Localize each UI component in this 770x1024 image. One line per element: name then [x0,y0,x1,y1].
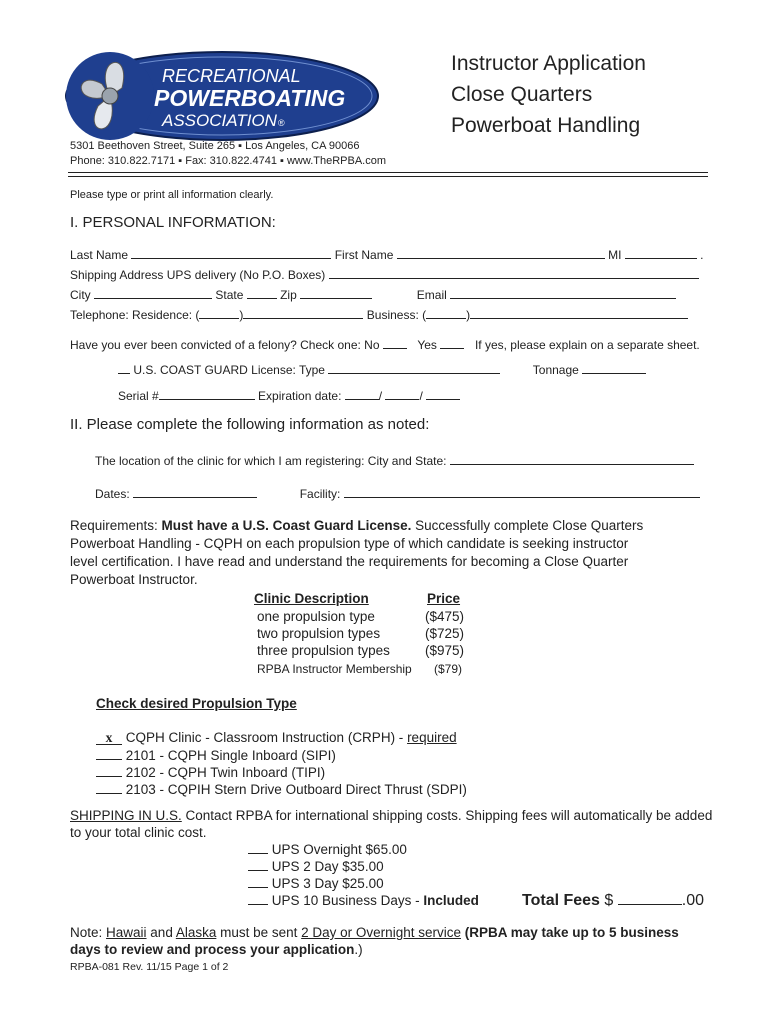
facility-field[interactable] [344,486,700,498]
required-text: required [407,730,457,745]
ups-3day-label: UPS 3 Day $25.00 [271,876,384,891]
price-header: Price [427,591,461,606]
felony-row [70,337,700,352]
ups-10day-check[interactable] [248,893,268,905]
exp-year-field[interactable] [426,388,460,400]
title-line1: Instructor Application [451,52,646,75]
address-line1: 5301 Beethoven Street, Suite 265 ▪ Los Angeles, CA 90066 [70,140,360,152]
divider-top [68,172,708,173]
requirements-prefix: Requirements: [70,518,162,533]
propulsion-item4 [96,782,467,797]
clinic-row-desc: two propulsion types [257,626,381,641]
first-name-label: First Name [334,248,394,262]
ups-overnight-check[interactable] [248,842,268,854]
exp-day-field[interactable] [385,388,419,400]
footer: RPBA-081 Rev. 11/15 Page 1 of 2 [70,961,229,973]
zip-label: Zip [280,288,297,302]
total-fees-label: Total Fees [522,892,600,909]
note-prefix: Note: [70,925,107,940]
dates-label: Dates: [95,487,130,501]
location-label: The location of the clinic for which I am registering: City and State: [95,454,447,468]
last-name-label: Last Name [70,248,129,262]
ups-2day-check[interactable] [248,859,268,871]
expiration-label: Expiration date: [258,389,342,403]
logo-registered: ® [278,118,285,128]
tipi-check[interactable] [96,765,122,777]
serial-row [118,388,460,403]
city-label: City [70,288,91,302]
propulsion-item4-label: 2103 - CQPIH Stern Drive Outboard Direct Thrust (SDPI) [125,782,467,797]
note-end: .) [354,942,363,957]
form-title [451,48,646,141]
requirements-bold: Must have a U.S. Coast Guard License. [161,518,412,533]
email-label: Email [416,288,447,302]
included-text: Included [423,893,479,908]
clinic-row-price: ($725) [425,626,465,641]
state-field[interactable] [247,287,277,299]
note-bold2: days to review and process your application [70,942,355,957]
propeller-icon [66,52,154,140]
slash: / [419,389,423,403]
ups-10day-label: UPS 10 Business Days - [271,893,424,908]
tonnage-label: Tonnage [532,363,579,377]
shipping-text [70,807,712,841]
state-label: State [215,288,244,302]
note-bold1: (RPBA may take up to 5 business [460,925,679,940]
business-label: Business: ( [366,308,427,322]
location-row [95,453,694,468]
note [70,924,679,958]
shipping-text2: to your total clinic cost. [70,825,207,840]
note-alaska: Alaska [175,925,217,940]
zip-field[interactable] [300,287,372,299]
ups-3day-row [248,876,384,891]
coast-guard-label: U.S. COAST GUARD License: Type [133,363,325,377]
exp-month-field[interactable] [345,388,379,400]
clinic-row-desc: three propulsion types [257,643,390,658]
total-currency: $ [604,892,614,909]
business-area-field[interactable] [426,307,466,319]
requirements-line4: Powerboat Instructor. [70,572,198,587]
ups-2day-row [248,859,384,874]
residence-area-field[interactable] [199,307,239,319]
name-row [70,247,703,262]
coast-guard-check[interactable] [118,362,130,374]
clinic-row-price: ($475) [425,609,465,624]
total-fees-field[interactable] [618,891,682,905]
shipping-address-field[interactable] [329,267,699,279]
note-service: 2 Day or Overnight service [301,925,461,940]
business-phone-field[interactable] [470,307,688,319]
requirements-line2: Powerboat Handling - CQPH on each propulsion type of which candidate is seeking instructor [70,536,629,551]
felony-yes-label: Yes [417,338,437,352]
serial-field[interactable] [159,388,255,400]
coast-guard-row [118,362,646,377]
section2-heading: II. Please complete the following information as noted: [70,416,430,433]
dates-row [95,486,700,501]
location-field[interactable] [450,453,694,465]
sdpi-check[interactable] [96,782,122,794]
title-line3: Powerboat Handling [451,114,641,137]
clinic-row-price: ($975) [425,643,465,658]
rpba-logo [62,48,380,144]
sipi-check[interactable] [96,748,122,760]
crph-check[interactable] [96,732,122,745]
requirements-line3: level certification. I have read and understand the requirements for becoming a Close Quarter [70,554,629,569]
note-mid: must be sent [216,925,302,940]
felony-question: Have you ever been convicted of a felony? Check one: No [70,338,380,352]
slash: / [378,389,383,403]
mi-field[interactable] [625,247,697,259]
ups-overnight-row [248,842,407,857]
shipping-text1: Contact RPBA for international shipping costs. Shipping fees will automatically be added [181,808,713,823]
total-cents: .00 [681,892,705,909]
ups-10day-row [248,893,479,908]
logo-line1: RECREATIONAL [162,66,301,86]
instruction-text: Please type or print all information clearly. [70,189,274,201]
clinic-description-header: Clinic Description [254,591,369,606]
telephone-row [70,307,688,322]
requirements [70,517,643,589]
note-hawaii: Hawaii [106,925,147,940]
city-row [70,287,676,302]
clinic-row-desc: RPBA Instructor Membership [257,662,412,676]
telephone-residence-label: Telephone: Residence: ( [70,308,200,322]
ups-overnight-label: UPS Overnight $65.00 [271,842,407,857]
note-and: and [146,925,176,940]
dates-field[interactable] [133,486,257,498]
felony-no-field[interactable] [383,337,407,349]
felony-note: If yes, please explain on a separate sheet. [474,338,700,352]
license-type-field[interactable] [328,362,500,374]
clinic-row-desc: one propulsion type [257,609,375,624]
total-fees-row [522,891,704,910]
logo-line3: ASSOCIATION [162,111,277,130]
serial-label: Serial # [118,389,159,403]
city-field[interactable] [94,287,212,299]
mi-label: MI [608,248,622,262]
facility-label: Facility: [299,487,341,501]
address-line2: Phone: 310.822.7171 ▪ Fax: 310.822.4741 ▪ www.TheRPBA.com [70,155,386,167]
clinic-row-price: ($79) [434,662,463,676]
propulsion-heading: Check desired Propulsion Type [96,696,297,711]
logo-line2: POWERBOATING [154,85,346,111]
propulsion-item3-label: 2102 - CQPH Twin Inboard (TIPI) [125,765,326,780]
check-mark: x [105,730,113,745]
propulsion-item2-label: 2101 - CQPH Single Inboard (SIPI) [125,748,336,763]
close-paren: ) [466,308,471,322]
propulsion-item2 [96,748,336,763]
ups-3day-check[interactable] [248,876,268,888]
shipping-label: SHIPPING IN U.S. [70,808,182,823]
residence-phone-field[interactable] [243,307,363,319]
email-field[interactable] [450,287,676,299]
shipping-address-row [70,267,699,282]
last-name-field[interactable] [131,247,331,259]
title-line2: Close Quarters [451,83,593,106]
period: . [700,248,704,262]
section1-heading: I. PERSONAL INFORMATION: [70,214,276,231]
propulsion-item3 [96,765,325,780]
close-paren: ) [239,308,244,322]
ups-2day-label: UPS 2 Day $35.00 [271,859,384,874]
first-name-field[interactable] [397,247,605,259]
propulsion-item1 [96,730,457,745]
shipping-address-label: Shipping Address UPS delivery (No P.O. Boxes) [70,268,326,282]
divider-bottom [68,176,708,177]
tonnage-field[interactable] [582,362,646,374]
requirements-rest: Successfully complete Close Quarters [411,518,644,533]
propulsion-item1-label: CQPH Clinic - Classroom Instruction (CRPH) - [125,730,408,745]
felony-yes-field[interactable] [440,337,464,349]
